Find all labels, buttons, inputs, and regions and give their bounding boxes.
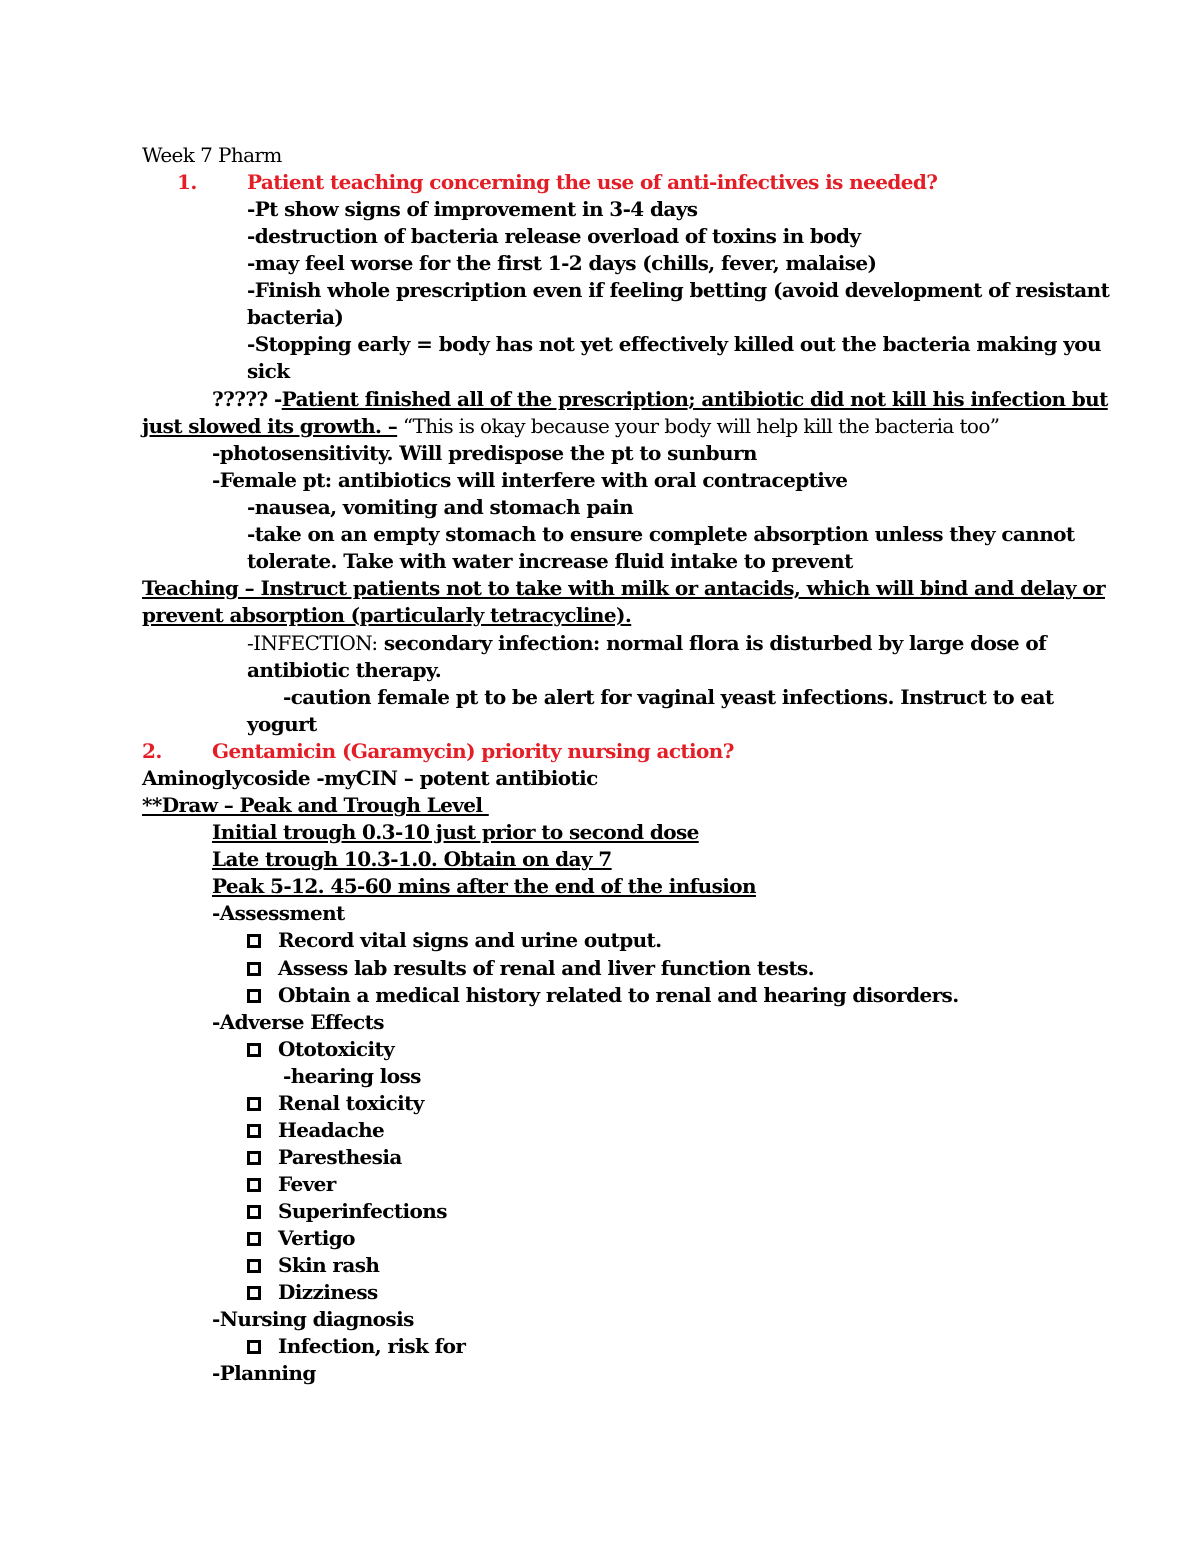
checkbox-icon	[247, 934, 261, 948]
female-pt-note: -Female pt: antibiotics will interfere with oral contraceptive	[212, 468, 848, 492]
checkbox-icon	[247, 1097, 261, 1111]
unsure-prefix: ????? -	[212, 387, 282, 411]
unsure-text: Patient finished all of the prescription; antibiotic did not kill his infection but	[281, 387, 1108, 411]
checkbox-icon	[247, 1043, 261, 1057]
level-item: Peak 5-12. 45-60 mins after the end of the infusion	[212, 874, 756, 898]
caution-note: -caution female pt to be alert for vaginal yeast infections. Instruct to eat	[283, 685, 1054, 709]
empty-stomach-note: -take on an empty stomach to ensure complete absorption unless they cannot	[247, 522, 1075, 546]
infection-note-cont: antibiotic therapy.	[247, 658, 442, 682]
unsure-quote: “This is okay because your body will help kill the bacteria too”	[397, 414, 1000, 438]
checkbox-icon	[247, 1259, 261, 1273]
unsure-continued: just slowed its growth. –	[142, 414, 398, 438]
adverse-item: Dizziness	[247, 1279, 1200, 1306]
checkbox-icon	[247, 1205, 261, 1219]
q1-point: -may feel worse for the first 1-2 days (chills, fever, malaise)	[247, 251, 877, 275]
assessment-item: Assess lab results of renal and liver function tests.	[247, 955, 1200, 982]
assessment-heading: -Assessment	[212, 901, 345, 925]
question-2-text: Gentamicin (Garamycin) priority nursing action?	[212, 739, 734, 763]
checkbox-icon	[247, 1340, 261, 1354]
drug-class: Aminoglycoside -myCIN – potent antibiotic	[142, 766, 598, 790]
checkbox-icon	[247, 962, 261, 976]
teaching-note-cont: prevent absorption (particularly tetracycline).	[142, 603, 632, 627]
question-1-text: Patient teaching concerning the use of anti-infectives is needed?	[247, 170, 938, 194]
assessment-item: Obtain a medical history related to renal and hearing disorders.	[247, 982, 1200, 1009]
q1-point: bacteria)	[247, 305, 344, 329]
checkbox-icon	[247, 1286, 261, 1300]
adverse-item: Skin rash	[247, 1252, 1200, 1279]
infection-text: secondary infection: normal flora is disturbed by large dose of	[377, 631, 1047, 655]
adverse-item: Vertigo	[247, 1225, 1200, 1252]
adverse-item: Headache	[247, 1117, 1200, 1144]
draw-levels-heading: **Draw – Peak and Trough Level	[142, 793, 489, 817]
adverse-item: Paresthesia	[247, 1144, 1200, 1171]
level-item: Initial trough 0.3-10 just prior to second dose	[212, 820, 699, 844]
checkbox-icon	[247, 1232, 261, 1246]
planning-heading: -Planning	[212, 1361, 316, 1385]
nausea-note: -nausea, vomiting and stomach pain	[247, 495, 634, 519]
q1-point: -Stopping early = body has not yet effectively killed out the bacteria making you	[247, 332, 1101, 356]
q1-point: -Finish whole prescription even if feeling betting (avoid development of resistant	[247, 278, 1110, 302]
unsure-line-1	[212, 386, 1200, 413]
unsure-line-2	[142, 413, 1200, 440]
hearing-loss-note: -hearing loss	[283, 1064, 421, 1088]
empty-stomach-note-cont: tolerate. Take with water increase fluid intake to prevent	[247, 549, 853, 573]
adverse-heading: -Adverse Effects	[212, 1010, 384, 1034]
diagnosis-heading: -Nursing diagnosis	[212, 1307, 414, 1331]
q1-point: sick	[247, 359, 290, 383]
q1-point: -destruction of bacteria release overload of toxins in body	[247, 224, 861, 248]
adverse-item: Renal toxicity	[247, 1090, 1200, 1117]
q1-point: -Pt show signs of improvement in 3-4 days	[247, 197, 698, 221]
infection-note	[247, 630, 1200, 657]
infection-label: -INFECTION:	[247, 631, 378, 655]
diagnosis-item: Infection, risk for	[247, 1333, 1200, 1360]
checkbox-icon	[247, 1151, 261, 1165]
question-2	[142, 738, 1200, 765]
adverse-item: Superinfections	[247, 1198, 1200, 1225]
question-1-number: 1.	[177, 170, 197, 194]
photosensitivity-note: -photosensitivity. Will predispose the pt to sunburn	[212, 441, 757, 465]
level-item: Late trough 10.3-1.0. Obtain on day 7	[212, 847, 612, 871]
adverse-item: Ototoxicity	[247, 1036, 1200, 1063]
question-2-number: 2.	[142, 739, 162, 763]
question-1	[177, 169, 1200, 196]
assessment-item: Record vital signs and urine output.	[247, 927, 1200, 954]
checkbox-icon	[247, 989, 261, 1003]
checkbox-icon	[247, 1178, 261, 1192]
adverse-item: Fever	[247, 1171, 1200, 1198]
teaching-note: Teaching – Instruct patients not to take with milk or antacids, which will bind and delay or	[142, 576, 1106, 600]
caution-note-cont: yogurt	[247, 712, 317, 736]
checkbox-icon	[247, 1124, 261, 1138]
doc-title: Week 7 Pharm	[142, 143, 282, 167]
